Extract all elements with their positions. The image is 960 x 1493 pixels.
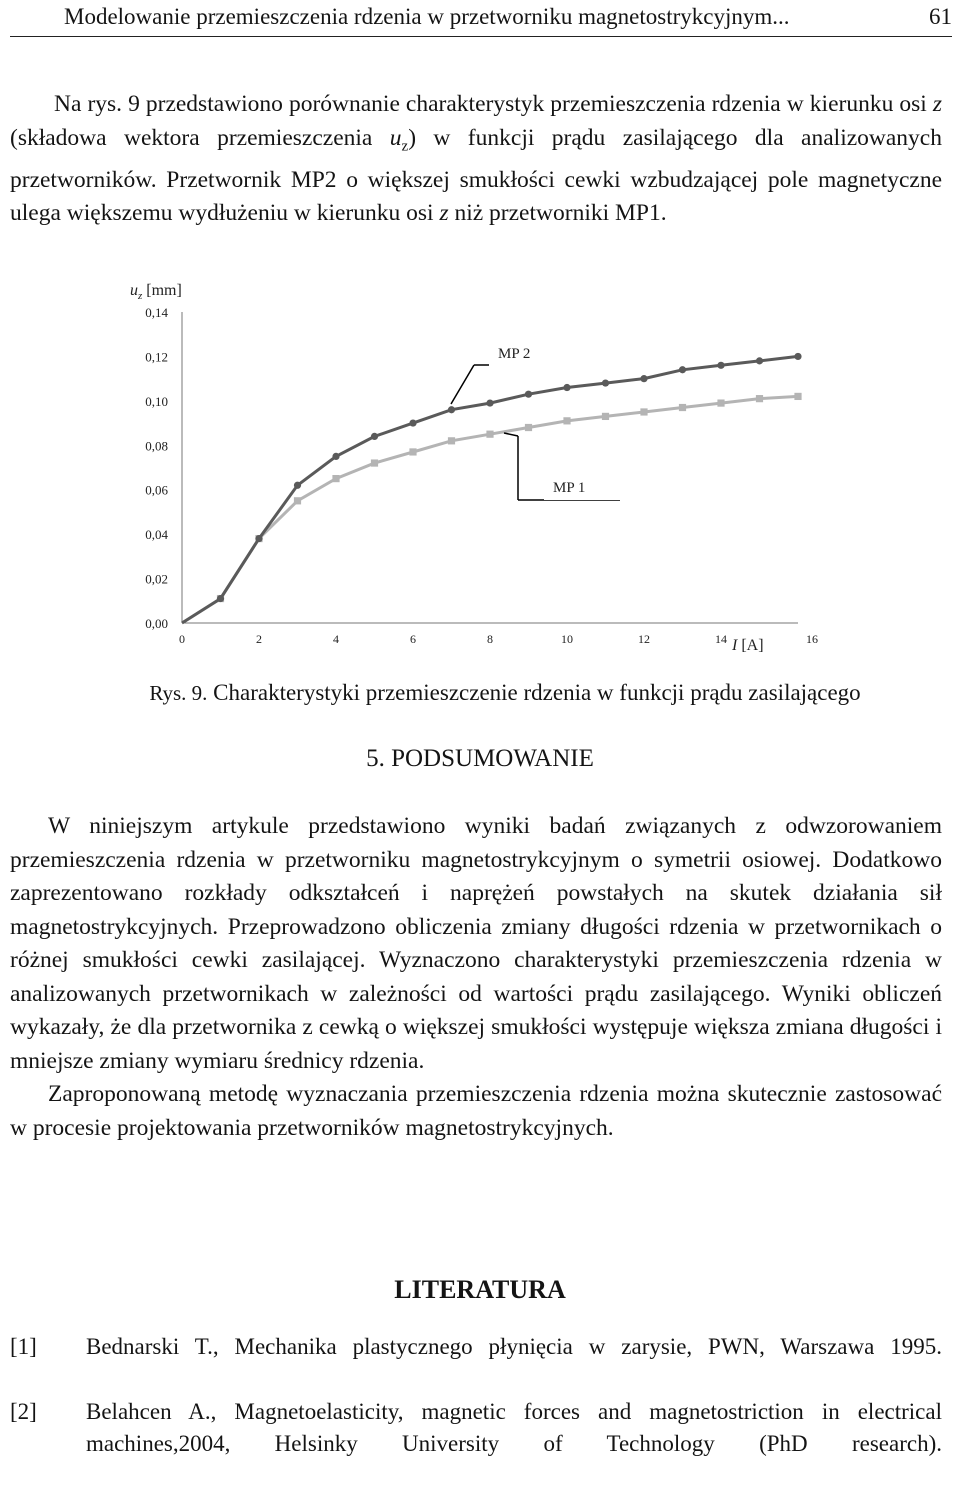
mp2-annotation	[451, 340, 567, 404]
intro-text-3: ) w funkcji prądu zasilającego dla analizowanych przetworników. Przetwornik MP2 o większej smukłości cewki wzbudzającej pole magnetyczne ulega większemu wydłużeniu w kierunku osi	[10, 124, 942, 227]
series-line-mp2	[182, 356, 798, 623]
data-point-mp1	[679, 404, 686, 411]
intro-paragraph	[10, 88, 942, 231]
y-tick-labels	[145, 305, 168, 631]
data-point-mp2	[294, 482, 301, 489]
y-axis-title: $u_z$ [mm]	[130, 282, 182, 302]
reference-item	[10, 1331, 942, 1394]
summary-section	[10, 810, 942, 1145]
data-point-mp1	[756, 395, 763, 402]
mp2-label: MP 2	[498, 346, 531, 362]
caption-text: Charakterystyki przemieszczenie rdzenia w funkcji prądu zasilającego	[207, 680, 861, 705]
page-number: 61	[929, 4, 952, 29]
y-tick-label: 0,04	[145, 527, 168, 543]
data-point-mp2	[409, 419, 416, 426]
data-point-mp2	[255, 535, 262, 542]
caption-label: Rys. 9.	[149, 681, 208, 705]
x-tick-label: 10	[561, 632, 573, 646]
data-point-mp1	[563, 417, 570, 424]
summary-paragraph-2: Zaproponowaną metodę wyznaczania przemieszczenia rdzenia można skutecznie zastosować w procesie projektowania przetworników magnetostrykcyjnych.	[10, 1081, 942, 1141]
x-tick-label: 16	[806, 632, 818, 646]
x-tick-label: 6	[410, 632, 416, 646]
data-point-mp2	[756, 357, 763, 364]
series-line-mp1	[182, 396, 798, 623]
data-point-mp2	[486, 399, 493, 406]
mp2-callout-line-d	[451, 365, 474, 404]
x-tick-label: 14	[715, 632, 727, 646]
y-tick-label: 0,00	[145, 616, 168, 631]
reference-number: [1]	[10, 1334, 37, 1359]
data-point-mp2	[602, 379, 609, 386]
data-point-mp1	[525, 424, 532, 431]
data-point-mp2	[525, 391, 532, 398]
data-point-mp1	[602, 413, 609, 420]
y-tick-label: 0,14	[145, 305, 168, 320]
x-axis-title: I [A]	[732, 637, 764, 654]
x-tick-labels	[179, 632, 818, 646]
y-tick-label: 0,06	[145, 482, 168, 498]
data-point-mp1	[409, 448, 416, 455]
data-point-mp1	[448, 437, 455, 444]
y-tick-label: 0,08	[145, 438, 168, 454]
literature-heading: LITERATURA	[394, 1275, 566, 1304]
y-tick-label: 0,12	[145, 349, 168, 365]
x-tick-label: 4	[333, 632, 339, 646]
y-tick-label: 0,02	[145, 571, 168, 587]
intro-text-2: (składowa wektora przemieszczenia	[10, 124, 390, 151]
y-tick-label: 0,10	[145, 393, 168, 409]
reference-item	[10, 1396, 942, 1491]
x-tick-label: 2	[256, 632, 262, 646]
data-point-mp2	[717, 362, 724, 369]
intro-u-subscript: z	[401, 138, 409, 155]
data-point-mp1	[486, 431, 493, 438]
reference-text: Belahcen A., Magnetoelasticity, magnetic forces and magnetostriction in electrical machines,2004, Helsinky University of Technology (PhD research).	[86, 1399, 942, 1456]
section-heading: 5. PODSUMOWANIE	[366, 745, 594, 772]
intro-axis-z-2: z	[439, 200, 449, 227]
data-point-mp2	[217, 595, 224, 602]
chart-svg	[100, 272, 840, 662]
x-tick-label: 12	[638, 632, 650, 646]
reference-text: Bednarski T., Mechanika plastycznego płynięcia w zarysie, PWN, Warszawa 1995.	[86, 1334, 942, 1359]
figure-caption	[0, 677, 960, 709]
intro-text-4: niż przetworniki MP1.	[448, 200, 667, 227]
series-layer	[182, 353, 802, 623]
mp1-label: MP 1	[553, 480, 586, 496]
data-point-mp2	[332, 453, 339, 460]
data-point-mp1	[717, 399, 724, 406]
data-point-mp1	[640, 408, 647, 415]
displacement-chart	[100, 272, 840, 662]
data-point-mp2	[679, 366, 686, 373]
x-tick-label: 8	[487, 632, 493, 646]
intro-text-1: Na rys. 9 przedstawiono porównanie charakterystyk przemieszczenia rdzenia w kierunku osi	[54, 91, 933, 117]
x-tick-label: 0	[179, 632, 185, 646]
data-point-mp1	[794, 393, 801, 400]
data-point-mp2	[794, 353, 801, 360]
data-point-mp1	[332, 475, 339, 482]
mp1-callout-arrow	[504, 433, 518, 436]
intro-axis-z: z	[932, 91, 942, 117]
data-point-mp2	[448, 406, 455, 413]
intro-u-symbol: u	[389, 124, 402, 151]
data-point-mp1	[371, 459, 378, 466]
summary-paragraph-1: W niniejszym artykule przedstawiono wyniki badań związanych z odwzorowaniem przemieszczenia rdzenia w przetworniku magnetostrykcyjnym o symetrii osiowej. Dodatkowo zaprezentowano rozkłady odkształceń i naprężeń powstałych na skutek działania sił magnetostrykcyjnych. Przeprowadzono obliczenia zmiany długości rdzenia w przetwornikach o różnej smukłości cewki zasilającej. Wyznaczono charakterystyki przemieszczenia rdzenia w analizowanych przetwornikach w zależności od wartości prądu zasilającego. Wyniki obliczeń wykazały, że dla przetwornika z cewką o większej smukłości występuje większa zmiana długości i mniejsze zmiany wymiaru średnicy rdzenia.	[10, 813, 942, 1074]
header-title: Modelowanie przemieszczenia rdzenia w przetworniku magnetostrykcyjnym...	[64, 4, 790, 29]
data-point-mp2	[640, 375, 647, 382]
data-point-mp2	[371, 433, 378, 440]
reference-list	[10, 1331, 942, 1493]
data-point-mp1	[294, 497, 301, 504]
running-header	[10, 2, 952, 37]
reference-number: [2]	[10, 1399, 37, 1424]
data-point-mp2	[563, 384, 570, 391]
mp1-annotation	[504, 433, 622, 500]
